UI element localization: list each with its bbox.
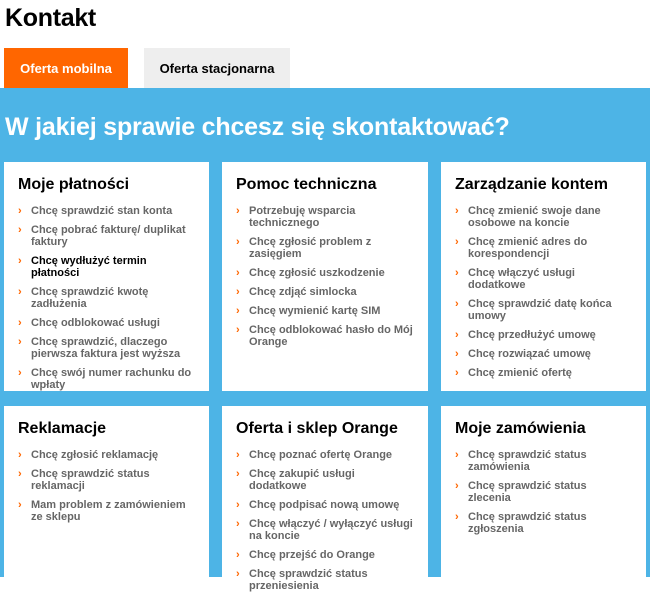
card-link[interactable]: › Chcę zmienić ofertę <box>455 367 572 379</box>
card-link[interactable]: › Chcę sprawdzić kwotę zadłużenia <box>18 286 149 310</box>
chevron-right-icon: › <box>18 336 22 348</box>
card-title: Reklamacje <box>18 420 107 437</box>
chevron-right-icon: › <box>236 205 240 217</box>
chevron-right-icon: › <box>236 449 240 461</box>
card-link[interactable]: › Chcę odblokować usługi <box>18 317 160 329</box>
card-link[interactable]: › Chcę zakupić usługi dodatkowe <box>236 468 355 492</box>
chevron-right-icon: › <box>236 499 240 511</box>
card-link[interactable]: › Chcę sprawdzić stan konta <box>18 205 173 217</box>
chevron-right-icon: › <box>18 286 22 298</box>
card-zarzadzanie-kontem <box>441 162 646 391</box>
card-link[interactable]: › Chcę sprawdzić status zamówienia <box>455 449 587 473</box>
card-link[interactable]: › Chcę zgłosić uszkodzenie <box>236 267 385 279</box>
card-link[interactable]: › Chcę sprawdzić, dlaczego pierwsza faktura jest wyższa <box>18 336 181 360</box>
card-moje-platnosci <box>4 162 209 391</box>
card-title: Zarządzanie kontem <box>455 176 608 193</box>
card-title: Pomoc techniczna <box>236 176 377 193</box>
card-moje-zamowienia <box>441 406 646 577</box>
chevron-right-icon: › <box>18 449 22 461</box>
chevron-right-icon: › <box>236 286 240 298</box>
chevron-right-icon: › <box>18 367 22 379</box>
card-title: Moje zamówienia <box>455 420 586 437</box>
chevron-right-icon: › <box>236 549 240 561</box>
card-link[interactable]: › Chcę zmienić adres do korespondencji <box>455 236 588 260</box>
chevron-right-icon: › <box>18 499 22 511</box>
card-title: Oferta i sklep Orange <box>236 420 398 437</box>
card-link[interactable]: › Chcę swój numer rachunku do wpłaty <box>18 367 192 391</box>
card-link[interactable]: › Chcę odblokować hasło do Mój Orange <box>236 324 413 348</box>
chevron-right-icon: › <box>236 518 240 530</box>
card-link[interactable]: › Chcę przedłużyć umowę <box>455 329 596 341</box>
card-link[interactable]: › Chcę zmienić swoje dane osobowe na koncie <box>455 205 601 229</box>
card-link[interactable]: › Chcę sprawdzić status zgłoszenia <box>455 511 587 535</box>
chevron-right-icon: › <box>18 205 22 217</box>
chevron-right-icon: › <box>236 305 240 317</box>
chevron-right-icon: › <box>455 298 459 310</box>
chevron-right-icon: › <box>455 236 459 248</box>
card-link[interactable]: › Chcę sprawdzić status reklamacji <box>18 468 150 492</box>
chevron-right-icon: › <box>455 511 459 523</box>
card-link[interactable]: › Mam problem z zamówieniem ze sklepu <box>18 499 186 523</box>
chevron-right-icon: › <box>236 324 240 336</box>
chevron-right-icon: › <box>455 205 459 217</box>
card-link[interactable]: › Potrzebuję wsparcia technicznego <box>236 205 356 229</box>
chevron-right-icon: › <box>455 367 459 379</box>
tab-label: Oferta stacjonarna <box>159 60 275 76</box>
card-link[interactable]: › Chcę wydłużyć termin płatności <box>18 255 147 279</box>
card-link[interactable]: › Chcę pobrać fakturę/ duplikat faktury <box>18 224 186 248</box>
card-link[interactable]: › Chcę podpisać nową umowę <box>236 499 400 511</box>
page-title: Kontakt <box>5 4 96 32</box>
tab-oferta-stacjonarna[interactable] <box>144 48 290 88</box>
card-link[interactable]: › Chcę rozwiązać umowę <box>455 348 591 360</box>
card-link[interactable]: › Chcę sprawdzić datę końca umowy <box>455 298 612 322</box>
chevron-right-icon: › <box>455 449 459 461</box>
tab-label: Oferta mobilna <box>20 60 112 76</box>
chevron-right-icon: › <box>18 255 22 267</box>
card-link[interactable]: › Chcę zgłosić problem z zasięgiem <box>236 236 372 260</box>
card-link[interactable]: › Chcę włączyć / wyłączyć usługi na koncie <box>236 518 413 542</box>
card-link[interactable]: › Chcę sprawdzić status przeniesienia <box>236 568 368 592</box>
card-link[interactable]: › Chcę przejść do Orange <box>236 549 375 561</box>
card-link[interactable]: › Chcę włączyć usługi dodatkowe <box>455 267 575 291</box>
chevron-right-icon: › <box>455 267 459 279</box>
chevron-right-icon: › <box>236 468 240 480</box>
chevron-right-icon: › <box>236 267 240 279</box>
card-link[interactable]: › Chcę wymienić kartę SIM <box>236 305 381 317</box>
chevron-right-icon: › <box>18 224 22 236</box>
tab-oferta-mobilna[interactable] <box>4 48 128 88</box>
card-link[interactable]: › Chcę zgłosić reklamację <box>18 449 159 461</box>
chevron-right-icon: › <box>455 348 459 360</box>
panel-heading: W jakiej sprawie chcesz się skontaktować? <box>5 113 510 141</box>
card-link[interactable]: › Chcę sprawdzić status zlecenia <box>455 480 587 504</box>
chevron-right-icon: › <box>236 236 240 248</box>
chevron-right-icon: › <box>455 329 459 341</box>
card-oferta-i-sklep <box>222 406 428 592</box>
chevron-right-icon: › <box>18 317 22 329</box>
card-link[interactable]: › Chcę poznać ofertę Orange <box>236 449 393 461</box>
card-title: Moje płatności <box>18 176 130 193</box>
card-pomoc-techniczna <box>222 162 428 391</box>
chevron-right-icon: › <box>455 480 459 492</box>
card-link[interactable]: › Chcę zdjąć simlocka <box>236 286 357 298</box>
chevron-right-icon: › <box>18 468 22 480</box>
card-reklamacje <box>4 406 209 577</box>
chevron-right-icon: › <box>236 568 240 580</box>
